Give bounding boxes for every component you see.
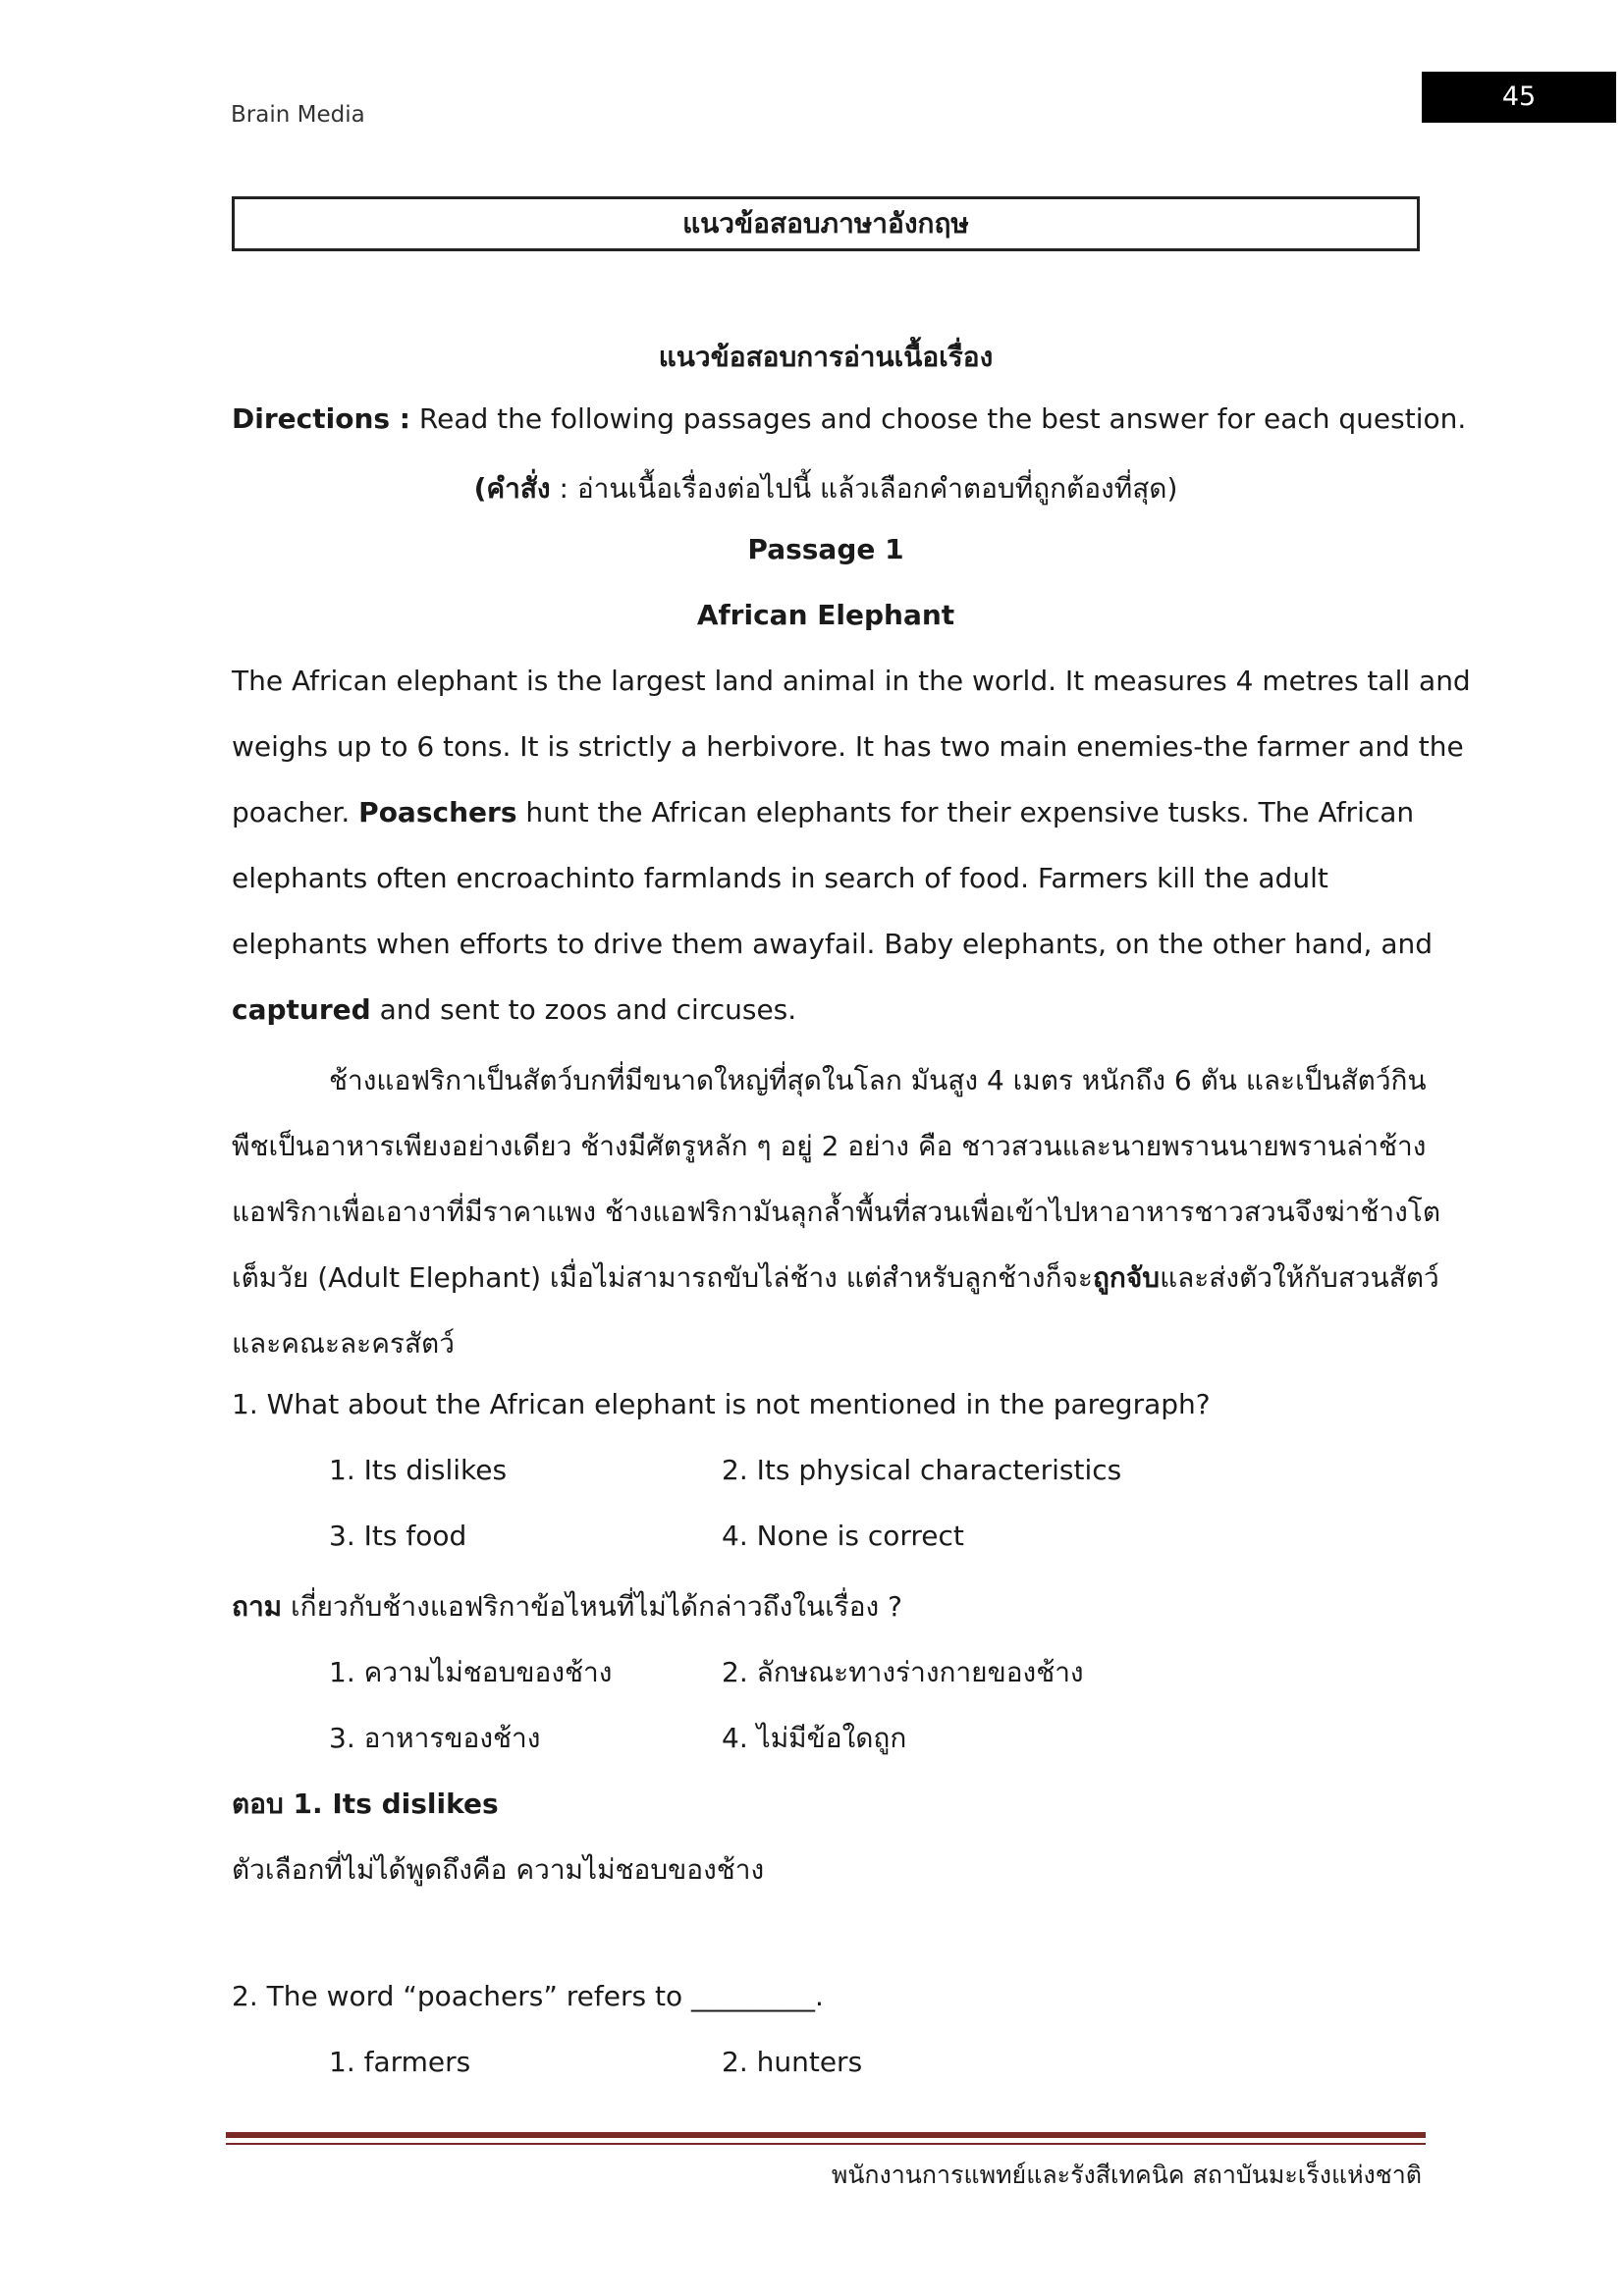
footer-divider-thin [226,2143,1426,2145]
q1-option-2: 2. Its physical characteristics [722,1454,1122,1486]
section-title: แนวข้อสอบการอ่านเนื้อเรื่อง [658,341,994,373]
q1-option-1: 1. Its dislikes [329,1454,508,1486]
paren-open: ( [473,472,487,505]
q2-option-2: 2. hunters [722,2046,863,2078]
q1-option-4: 4. None is correct [722,1520,964,1552]
thai-line-5: และคณะละครสัตว์ [232,1327,455,1360]
thai-line-2: พืชเป็นอาหารเพียงอย่างเดียว ช้างมีศัตรูหลัก ๆ อยู่ 2 อย่าง คือ ชาวสวนและนายพรานนายพรานล่าช้าง [232,1130,1427,1162]
q1-thai-option-1: 1. ความไม่ชอบของช้าง [329,1656,613,1688]
thai-line-3: แอฟริกาเพื่อเอางาที่มีราคาแพง ช้างแอฟริกามันลุกล้ำพื้นที่สวนเพื่อเข้าไปหาอาหารชาวสวนจึงฆ่าช้างโต [232,1196,1441,1228]
captured-thai-word: ถูกจับ [1092,1261,1161,1294]
passage-line-6 [232,993,796,1026]
directions-label: Directions : [232,402,410,435]
passage-line-1: The African elephant is the largest land animal in the world. It measures 4 metres tall and [232,665,1471,697]
q2-option-1: 1. farmers [329,2046,471,2078]
page-number: 45 [1422,72,1616,123]
q1-thai-option-3: 3. อาหารของช้าง [329,1722,541,1754]
passage-line-5: elephants when efforts to drive them awayfail. Baby elephants, on the other hand, and [232,928,1433,960]
footer-text: พนักงานการแพทย์และรังสีเทคนิค สถาบันมะเร็งแห่งชาติ [831,2161,1422,2189]
question-1-thai [232,1585,902,1629]
page-title: แนวข้อสอบภาษาอังกฤษ [232,196,1420,251]
q1-answer: ตอบ 1. Its dislikes [232,1788,499,1820]
captured-word: captured [232,993,371,1026]
thai-line-1: ช้างแอฟริกาเป็นสัตว์บกที่มีขนาดใหญ่ที่สุดในโลก มันสูง 4 เมตร หนักถึง 6 ตัน และเป็นสัตว์กิน [329,1064,1427,1096]
question-2: 2. The word “poachers” refers to _________. [232,1980,824,2012]
thai-line-4-end: และส่งตัวให้กับสวนสัตว์ [1160,1261,1439,1294]
passage-line-2: weighs up to 6 tons. It is strictly a herbivore. It has two main enemies-the farmer and the [232,730,1464,763]
passage-line-3-end: hunt the African elephants for their expensive tusks. The African [516,796,1415,828]
thai-line-4 [232,1256,1439,1300]
passage-number: Passage 1 [747,533,904,565]
poaschers-word: Poaschers [358,796,517,828]
publisher-name: Brain Media [231,102,365,128]
question-1: 1. What about the African elephant is not mentioned in the paregraph? [232,1388,1211,1420]
passage-line-3 [232,796,1414,828]
directions-thai-text: : อ่านเนื้อเรื่องต่อไปนี้ แล้วเลือกคำตอบที่ถูกต้องที่สุด) [550,472,1178,505]
q1-option-3: 3. Its food [329,1520,467,1552]
thai-line-4-start: เต็มวัย (Adult Elephant) เมื่อไม่สามารถขับไล่ช้าง แต่สำหรับลูกช้างก็จะ [232,1261,1093,1294]
question-thai-label: ถาม [232,1590,283,1623]
question-thai-text: เกี่ยวกับช้างแอฟริกาข้อไหนที่ไม่ได้กล่าวถึงในเรื่อง ? [282,1590,902,1623]
passage-line-3-start: poacher. [232,796,359,828]
passage-title: African Elephant [696,599,955,631]
passage-line-6-end: and sent to zoos and circuses. [370,993,797,1026]
passage-line-4: elephants often encroachinto farmlands in search of food. Farmers kill the adult [232,862,1328,894]
q1-thai-option-4: 4. ไม่มีข้อใดถูก [722,1722,907,1754]
directions-thai [232,467,1420,510]
directions-line [232,402,1466,435]
footer-divider [226,2132,1426,2138]
q1-thai-option-2: 2. ลักษณะทางร่างกายของช้าง [722,1656,1084,1688]
q1-explanation: ตัวเลือกที่ไม่ได้พูดถึงคือ ความไม่ชอบของช้าง [232,1853,765,1886]
directions-text: Read the following passages and choose the best answer for each question. [410,402,1467,435]
directions-thai-label: คำสั่ง [486,472,551,505]
